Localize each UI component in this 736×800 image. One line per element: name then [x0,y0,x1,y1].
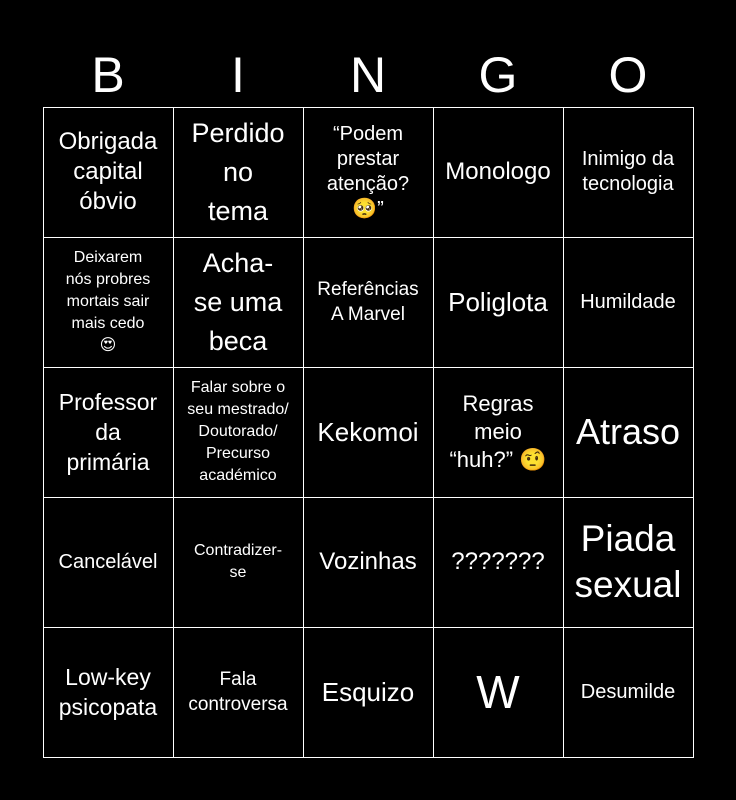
bingo-cell[interactable] [563,367,694,498]
bingo-cell[interactable] [173,497,304,628]
cell-text: Referências A Marvel [317,279,419,325]
header-letter-i: I [231,47,245,103]
cell-text: “Podem prestar atenção? 🥺” [326,123,410,220]
cell-text: Esquizo [321,677,415,707]
header-letter-g: G [478,47,518,103]
bingo-cell[interactable] [173,237,304,368]
cell-text: W [476,666,520,718]
cell-text: Cancelável [58,550,158,573]
cell-text: Kekomoi [317,417,419,447]
bingo-cell[interactable] [173,627,304,758]
cell-text: Inimigo da tecnologia [581,148,675,195]
cell-text: Piada sexual [574,518,682,605]
cell-text: Poliglota [448,287,548,317]
header-letter-o: O [608,47,648,103]
cell-text: Professor da primária [58,389,158,475]
cell-text: Fala controversa [188,669,288,715]
bingo-cell[interactable] [303,237,434,368]
cell-text: ??????? [451,548,545,575]
cell-text: Perdido no tema [191,117,285,226]
bingo-cell[interactable] [303,367,434,498]
bingo-cell[interactable] [433,497,564,628]
bingo-cell[interactable] [303,627,434,758]
bingo-cell[interactable] [433,237,564,368]
cell-text: Desumilde [580,680,676,703]
bingo-cell[interactable] [563,497,694,628]
bingo-cell[interactable] [303,107,434,238]
bingo-cell[interactable] [43,237,174,368]
bingo-cell[interactable] [433,107,564,238]
cell-text: Contradizer- se [193,542,283,581]
bingo-cell[interactable] [173,367,304,498]
bingo-cell[interactable] [173,107,304,238]
cell-text: Humildade [580,290,676,313]
cell-text: Monologo [445,158,551,185]
bingo-header [43,40,693,110]
bingo-cell[interactable] [43,627,174,758]
bingo-cell[interactable] [433,367,564,498]
header-letter-n: N [349,47,387,103]
header-letter-b: B [91,47,125,103]
cell-text: Acha- se uma beca [193,247,283,356]
cell-text: Atraso [575,411,681,452]
cell-text: Low-key psicopata [58,664,158,720]
bingo-cell[interactable] [563,237,694,368]
bingo-cell[interactable] [43,107,174,238]
bingo-cell[interactable] [43,497,174,628]
bingo-board [43,107,693,757]
bingo-cell[interactable] [303,497,434,628]
cell-text: Falar sobre o seu mestrado/ Doutorado/ Precurso académico [187,379,289,484]
bingo-cell[interactable] [563,627,694,758]
cell-text: Regras meio “huh?” 🤨 [449,391,547,472]
cell-text: Obrigada capital óbvio [58,128,158,215]
bingo-cell[interactable] [433,627,564,758]
bingo-cell[interactable] [43,367,174,498]
cell-text: Vozinhas [319,548,417,575]
cell-text: Deixarem nós probres mortais sair mais cedo 😍 [65,249,151,354]
bingo-cell[interactable] [563,107,694,238]
